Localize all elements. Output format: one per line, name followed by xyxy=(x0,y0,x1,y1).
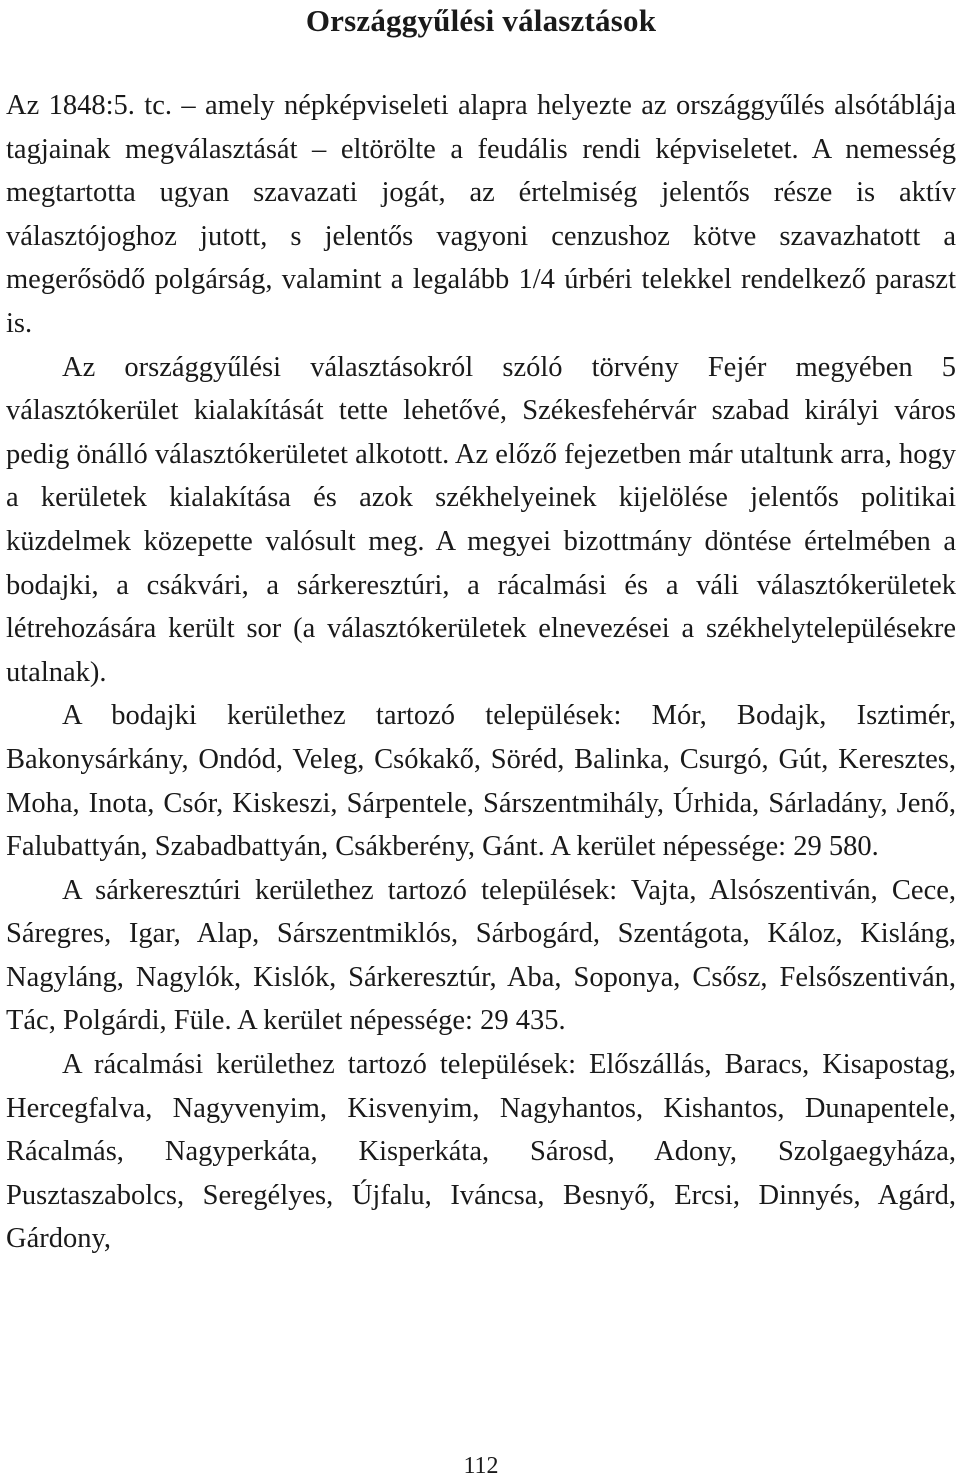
paragraph-bodajk: A bodajki kerülethez tartozó települések: Mór, Bodajk, Isztimér, Bakonysárkány, Ondód, Veleg, Csókakő, Söréd, Balinka, Csurgó, Gút, Keresztes, Moha, Inota, Csór, Kiskeszi, Sárpentele, Sárszentmihály, Úrhida, Sárladány, Jenő, Falubattyán, Szabadbattyán, Csákberény, Gánt. A kerület népessége: 29 580. xyxy=(6,700,956,863)
document-page xyxy=(6,0,956,1484)
paragraph-racalmas: A rácalmási kerülethez tartozó települések: Előszállás, Baracs, Kisapostag, Hercegfalva, Nagyvenyim, Kisvenyim, Nagyhantos, Kishantos, Dunapentele, Rácalmás, Nagyperkáta, Kisperkáta, Sárosd, Adony, Szolgaegyháza, Pusztaszabolcs, Seregélyes, Újfalu, Iváncsa, Besnyő, Ercsi, Dinnyés, Agárd, Gárdony, xyxy=(6,1049,956,1255)
paragraph-intro: Az 1848:5. tc. – amely népképviseleti alapra helyezte az országgyűlés alsótáblája tagjainak megválasztását – eltörölte a feudális rendi képviseletet. A nemesség megtartotta ugyan szavazati jogát, az értelmiség jelentős része is aktív választójoghoz jutott, s jelentős vagyoni cenzushoz kötve szavazhatott a megerősödő polgárság, valamint a legalább 1/4 úrbéri telekkel rendelkező paraszt is. xyxy=(6,90,956,339)
page-title: Országgyűlési választások xyxy=(305,3,657,38)
body-text xyxy=(6,84,956,1261)
paragraph-sarkeresztur: A sárkeresztúri kerülethez tartozó települések: Vajta, Alsószentiván, Cece, Sáregres, Igar, Alap, Sárszentmiklós, Sárbogárd, Szentágota, Káloz, Kisláng, Nagyláng, Nagylók, Kislók, Sárkeresztúr, Aba, Soponya, Csősz, Felsőszentiván, Tác, Polgárdi, Füle. A kerület népessége: 29 435. xyxy=(6,874,956,1037)
paragraph-districts: Az országgyűlési választásokról szóló törvény Fejér megyében 5 választókerület kialakítását tette lehetővé, Székesfehérvár szabad királyi város pedig önálló választókerületet alkotott. Az előző fejezetben már utaltunk arra, hogy a kerületek kialakítása és azok székhelyeinek kijelölése jelentős politikai küzdelmek közepette valósult meg. A megyei bizottmány döntése értelmében a bodajki, a csákvári, a sárkeresztúri, a rácalmási és a váli választókerületek létrehozására került sor (a választókerületek elnevezései a székhelytelepülésekre utalnak). xyxy=(6,351,956,688)
page-number: 112 xyxy=(463,1453,499,1479)
